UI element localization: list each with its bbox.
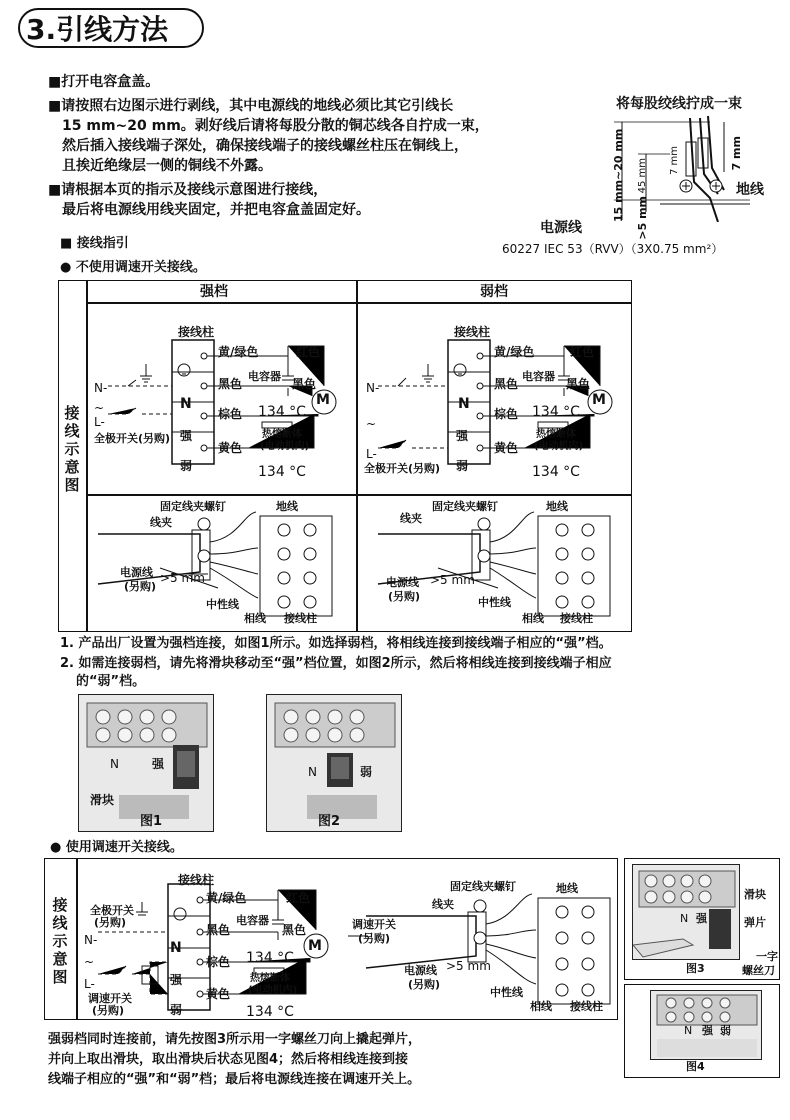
sc-gt5: >5 mm: [446, 959, 491, 973]
s-clamp-ground: 地线: [276, 500, 298, 513]
w-N-dash: N-: [366, 381, 380, 395]
note-2a: 2. 如需连接弱档，请先将滑块移动至“强”档位置，如图2所示，然后将相线连接到接线端子相应: [60, 656, 612, 671]
sp-black1: 黑色: [206, 923, 231, 937]
sp-weak: 弱: [170, 1003, 183, 1017]
w-yellow-green: 黄/绿色: [494, 345, 535, 359]
dim-5: >5 mm: [636, 196, 649, 240]
strip-ground-label: 地线: [736, 182, 764, 198]
fig3-screwdriver2: 螺丝刀: [742, 964, 775, 977]
s-brown: 棕色: [218, 407, 243, 421]
s-clamp-phase: 相线: [244, 612, 266, 625]
sp-yellow: 黄色: [206, 987, 231, 1001]
bottom-1: 强弱档同时连接前，请先按图3所示用一字螺丝刀向上撬起弹片，: [48, 1032, 422, 1047]
bullet-strip-2: 15 mm~20 mm。剥好线后请将每股分散的铜芯线各自拧成一束，: [62, 118, 489, 134]
bullet-open-cover: ■打开电容盒盖。: [48, 74, 160, 90]
s-tilde: ~: [94, 401, 105, 415]
dim-7a: 7 mm: [669, 146, 680, 176]
s-N: N: [180, 396, 192, 412]
bullet-connect-1: ■请根据本页的指示及接线示意图进行接线，: [48, 182, 328, 198]
section-speed: ● 使用调速开关接线。: [50, 840, 183, 855]
sp-L-dash: L-: [84, 977, 95, 991]
sp-fuse2: (电动机内): [248, 985, 298, 996]
bullet-strip-1: ■请按照右边图示进行剥线，其中电源线的地线必须比其它引线长: [48, 98, 454, 114]
sp-temp1: 134 °C: [246, 950, 294, 966]
s-clamp-gt5: >5 mm: [160, 571, 205, 585]
sp-temp2: 134 °C: [246, 1004, 294, 1020]
sp-N-dash: N-: [84, 933, 98, 947]
w-clamp-screw: 固定线夹螺钉: [432, 500, 498, 513]
bullet-strip-4: 且挨近绝缘层一侧的铜线不外露。: [62, 158, 272, 174]
w-fuse2: (电动机内): [534, 441, 584, 452]
fig3-caption: 图3: [686, 962, 705, 975]
strong-schematic: [88, 316, 354, 492]
sp-brown: 棕色: [206, 955, 231, 969]
fig3-strong: 强: [696, 912, 707, 925]
s-clamp-label: 线夹: [150, 516, 172, 529]
dim-7b: 7 mm: [730, 136, 743, 171]
speed-clamp-diagram: [346, 876, 616, 1016]
fig3-slider: 滑块: [744, 888, 766, 901]
fig4-weak: 弱: [720, 1024, 731, 1037]
note-1: 1. 产品出厂设置为强档连接，如图1所示。如选择弱档，将相线连接到接线端子相应的“强”档。: [60, 636, 612, 651]
fig4-N: N: [684, 1024, 693, 1037]
fig3-spring: 弹片: [744, 916, 766, 929]
w-clamp-bought: (另购): [388, 590, 421, 603]
sc-speed-switch: 调速开关: [352, 918, 396, 931]
sp-black2: 黑色: [282, 923, 307, 937]
section-no-speed: ● 不使用调速开关接线。: [60, 260, 206, 275]
s-clamp-power: 电源线: [120, 566, 153, 579]
note-2b: 的“弱”档。: [76, 674, 146, 689]
w-N: N: [458, 396, 470, 412]
s-clamp-terminal: 接线柱: [284, 612, 317, 625]
sp-tilde: ~: [84, 955, 95, 969]
w-yellow: 黄色: [494, 441, 519, 455]
guide-header: ■ 接线指引: [60, 236, 129, 251]
bottom-2: 并向上取出滑块，取出滑块后状态见图4；然后将相线连接到接: [48, 1052, 409, 1067]
w-strong: 强: [456, 429, 469, 443]
w-brown: 棕色: [494, 407, 519, 421]
sc-power-bought: (另购): [408, 978, 441, 991]
sc-clamp: 线夹: [432, 898, 454, 911]
fig1-caption: 图1: [140, 814, 163, 829]
section-title: 3.引线方法: [18, 8, 204, 48]
s-strong: 强: [180, 429, 193, 443]
table-divider-head: [86, 302, 632, 304]
w-clamp-phase: 相线: [522, 612, 544, 625]
s-fuse2: (电动机内): [260, 441, 310, 452]
sp-fuse1: 热熔断体: [250, 973, 290, 984]
w-clamp-power: 电源线: [386, 576, 419, 589]
s-black2: 黑色: [292, 377, 317, 391]
sp-yellow-green: 黄/绿色: [206, 891, 247, 905]
sc-phase: 相线: [530, 1000, 552, 1013]
w-black2: 黑色: [566, 377, 591, 391]
side-label-1: 接线示意图: [64, 404, 80, 494]
fig1-strong: 强: [152, 757, 165, 771]
w-motor: M: [592, 392, 606, 408]
cable-label: 电源线: [540, 220, 582, 236]
sp-switch-bought: (另购): [92, 1004, 125, 1017]
w-capacitor: 电容器: [522, 370, 555, 383]
s-L-dash: L-: [94, 415, 105, 429]
weak-header: 弱档: [480, 284, 508, 300]
s-temp1: 134 °C: [258, 404, 306, 420]
sp-allpole: 全极开关: [90, 904, 134, 917]
fig2-weak: 弱: [360, 765, 373, 779]
w-L-dash: L-: [366, 447, 377, 461]
bullet-connect-2: 最后将电源线用线夹固定，并把电容盒盖固定好。: [62, 202, 370, 218]
w-clamp-terminal: 接线柱: [560, 612, 593, 625]
sc-neutral: 中性线: [490, 986, 523, 999]
s-terminal-label: 接线柱: [178, 325, 215, 339]
sp-motor: M: [308, 938, 322, 954]
w-temp1: 134 °C: [532, 404, 580, 420]
fig1-slider: 滑块: [90, 793, 115, 807]
sc-ground: 地线: [556, 882, 578, 895]
w-clamp-gt5: >5 mm: [430, 573, 475, 587]
w-tilde: ~: [366, 417, 377, 431]
s-motor: M: [316, 392, 330, 408]
w-terminal-label: 接线柱: [454, 325, 491, 339]
sc-screw: 固定线夹螺钉: [450, 880, 516, 893]
s-yellow-green: 黄/绿色: [218, 345, 259, 359]
twist-label: 将每股绞线拧成一束: [616, 96, 742, 112]
s-weak: 弱: [180, 459, 193, 473]
w-clamp-neutral: 中性线: [478, 596, 511, 609]
fig2-caption: 图2: [318, 814, 341, 829]
sp-allpole-bought: (另购): [94, 916, 127, 929]
w-red: 红色: [570, 345, 595, 359]
sc-speed-bought: (另购): [358, 932, 391, 945]
w-clamp-label: 线夹: [400, 512, 422, 525]
bullet-strip-3: 然后插入接线端子深处，确保接线端子的接线螺丝柱压在铜线上，: [62, 138, 468, 154]
w-fuse1: 热熔断体: [536, 429, 576, 440]
w-temp2: 134 °C: [532, 464, 580, 480]
dim-45: 45 mm: [637, 158, 648, 194]
bottom-3: 线端子相应的“强”和“弱”档；最后将电源线连接在调速开关上。: [48, 1072, 421, 1087]
s-clamp-screw: 固定线夹螺钉: [160, 500, 226, 513]
s-yellow: 黄色: [218, 441, 243, 455]
sp-switch: 调速开关: [88, 992, 132, 1005]
w-black1: 黑色: [494, 377, 519, 391]
s-switch: 全极开关(另购): [94, 432, 171, 445]
s-fuse1: 热熔断体: [262, 429, 302, 440]
sp-N: N: [170, 940, 182, 956]
weak-clamp-diagram: [358, 498, 630, 630]
w-weak: 弱: [456, 459, 469, 473]
fig2-N: N: [308, 765, 317, 779]
s-red: 红色: [296, 345, 321, 359]
fig4-strong: 强: [702, 1024, 713, 1037]
sp-strong: 强: [170, 973, 183, 987]
s-clamp-neutral: 中性线: [206, 598, 239, 611]
sp-capacitor: 电容器: [236, 914, 269, 927]
s-temp2: 134 °C: [258, 464, 306, 480]
side-label-2: 接线示意图: [52, 896, 68, 986]
w-clamp-ground: 地线: [546, 500, 568, 513]
fig1-N: N: [110, 757, 119, 771]
sc-terminal: 接线柱: [570, 1000, 603, 1013]
fig4-caption: 图4: [686, 1060, 705, 1073]
s-capacitor: 电容器: [248, 370, 281, 383]
fig3-N: N: [680, 912, 689, 925]
cable-spec: 60227 IEC 53（RVV）（3X0.75 mm²）: [502, 242, 724, 256]
table-divider-row: [86, 494, 632, 496]
s-N-dash: N-: [94, 381, 108, 395]
fig3-screwdriver1: 一字: [756, 950, 778, 963]
w-switch: 全极开关(另购): [364, 462, 441, 475]
s-black1: 黑色: [218, 377, 243, 391]
sc-power: 电源线: [404, 964, 437, 977]
strong-header: 强档: [200, 284, 228, 300]
sp-red: 红色: [286, 891, 311, 905]
s-clamp-bought: (另购): [124, 580, 157, 593]
sp-terminal: 接线柱: [178, 873, 215, 887]
dim-15-20: 15 mm~20 mm: [612, 128, 625, 222]
